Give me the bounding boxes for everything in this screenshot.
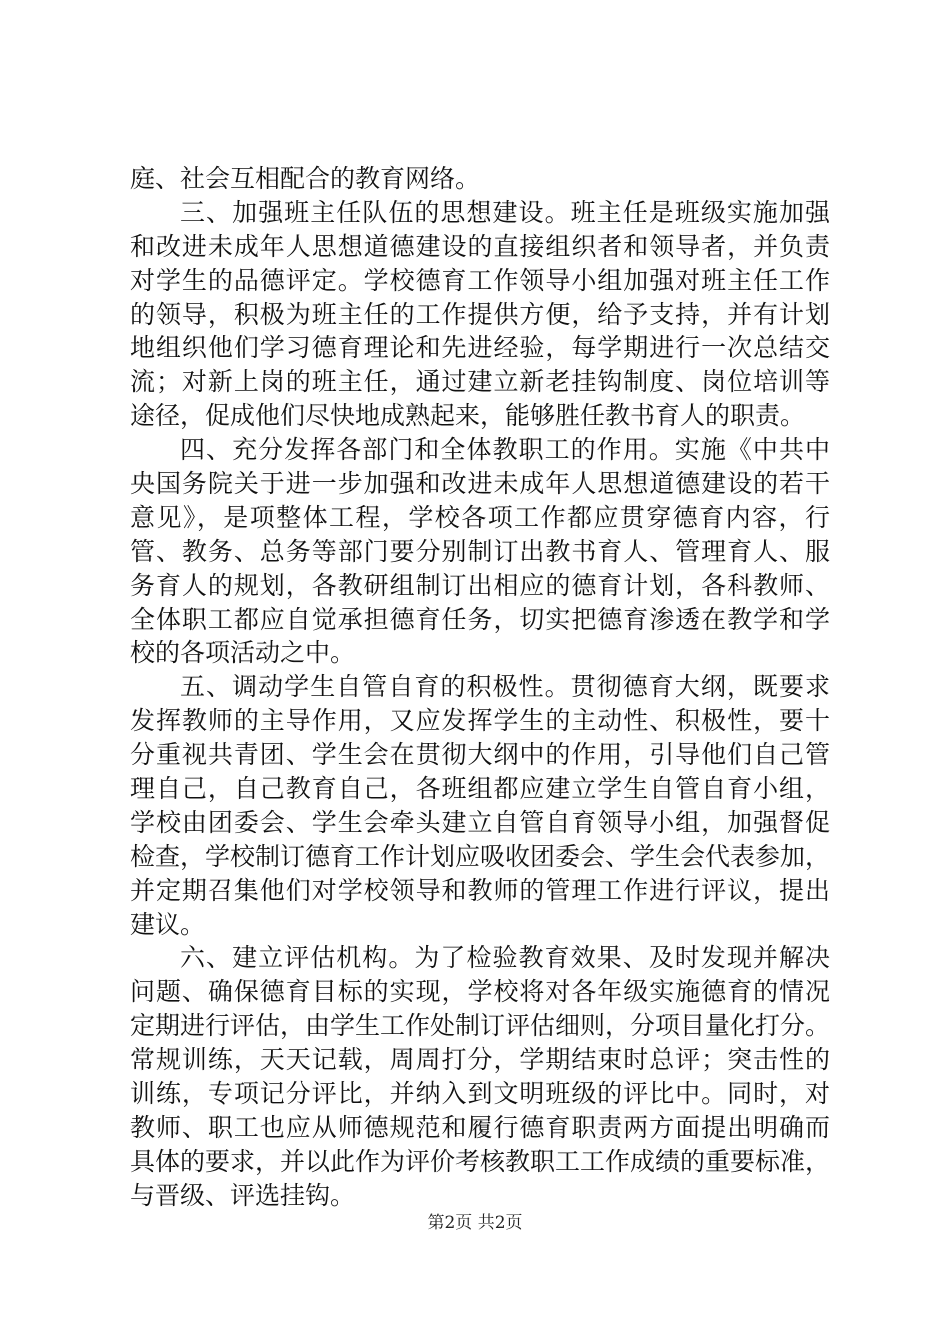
text-line: 的领导，积极为班主任的工作提供方便，给予支持，并有计划 — [130, 299, 830, 329]
text-line: 对学生的品德评定。学校德育工作领导小组加强对班主任工作 — [130, 265, 830, 295]
text-line: 央国务院关于进一步加强和改进未成年人思想道德建设的若干 — [130, 469, 830, 499]
text-line: 务育人的规划，各教研组制订出相应的德育计划，各科教师、 — [130, 570, 830, 600]
text-line: 并定期召集他们对学校领导和教师的管理工作进行评议，提出 — [130, 875, 830, 905]
text-line: 地组织他们学习德育理论和先进经验，每学期进行一次总结交 — [130, 333, 830, 363]
text-line: 检查，学校制订德育工作计划应吸收团委会、学生会代表参加， — [130, 841, 830, 871]
text-line: 常规训练，天天记载，周周打分，学期结束时总评；突击性的 — [130, 1045, 830, 1075]
page-footer: 第2页 共2页 — [427, 1213, 523, 1233]
text-line: 流；对新上岗的班主任，通过建立新老挂钩制度、岗位培训等 — [130, 367, 830, 397]
text-line: 发挥教师的主导作用，又应发挥学生的主动性、积极性，要十 — [130, 706, 830, 736]
paragraph — [130, 162, 830, 196]
text-line: 庭、社会互相配合的教育网络。 — [130, 164, 481, 193]
paragraph — [130, 433, 830, 670]
text-line: 和改进未成年人思想道德建设的直接组织者和领导者，并负责 — [130, 231, 830, 261]
text-line: 管、教务、总务等部门要分别制订出教书育人、管理育人、服 — [130, 536, 830, 566]
paragraph — [130, 670, 830, 941]
text-line: 五、调动学生自管自育的积极性。贯彻德育大纲，既要求 — [180, 672, 830, 702]
text-line: 理自己，自己教育自己，各班组都应建立学生自管自育小组， — [130, 774, 830, 804]
text-line: 定期进行评估，由学生工作处制订评估细则，分项目量化打分。 — [130, 1011, 830, 1041]
text-line: 建议。 — [130, 909, 206, 939]
text-line: 学校由团委会、学生会牵头建立自管自育领导小组，加强督促 — [130, 807, 830, 837]
text-line: 六、建立评估机构。为了检验教育效果、及时发现并解决 — [180, 943, 830, 973]
text-line: 三、加强班主任队伍的思想建设。班主任是班级实施加强 — [180, 197, 830, 227]
text-line: 四、充分发挥各部门和全体教职工的作用。实施《中共中 — [180, 435, 830, 465]
text-line: 全体职工都应自觉承担德育任务，切实把德育渗透在教学和学 — [130, 604, 830, 634]
text-line: 与晋级、评选挂钩。 — [130, 1180, 356, 1210]
text-line: 训练，专项记分评比，并纳入到文明班级的评比中。同时，对 — [130, 1079, 830, 1109]
text-line: 分重视共青团、学生会在贯彻大纲中的作用，引导他们自己管 — [130, 740, 830, 770]
text-line: 问题、确保德育目标的实现，学校将对各年级实施德育的情况 — [130, 977, 830, 1007]
paragraph — [130, 941, 830, 1212]
text-line: 教师、职工也应从师德规范和履行德育职责两方面提出明确而 — [130, 1112, 830, 1142]
text-line: 校的各项活动之中。 — [130, 638, 356, 668]
document-body — [130, 162, 830, 1213]
text-line: 途径，促成他们尽快地成熟起来，能够胜任教书育人的职责。 — [130, 401, 806, 431]
paragraph — [130, 196, 830, 433]
text-line: 意见》，是项整体工程，学校各项工作都应贯穿德育内容，行 — [130, 502, 830, 532]
text-line: 具体的要求，并以此作为评价考核教职工工作成绩的重要标准， — [130, 1146, 830, 1176]
